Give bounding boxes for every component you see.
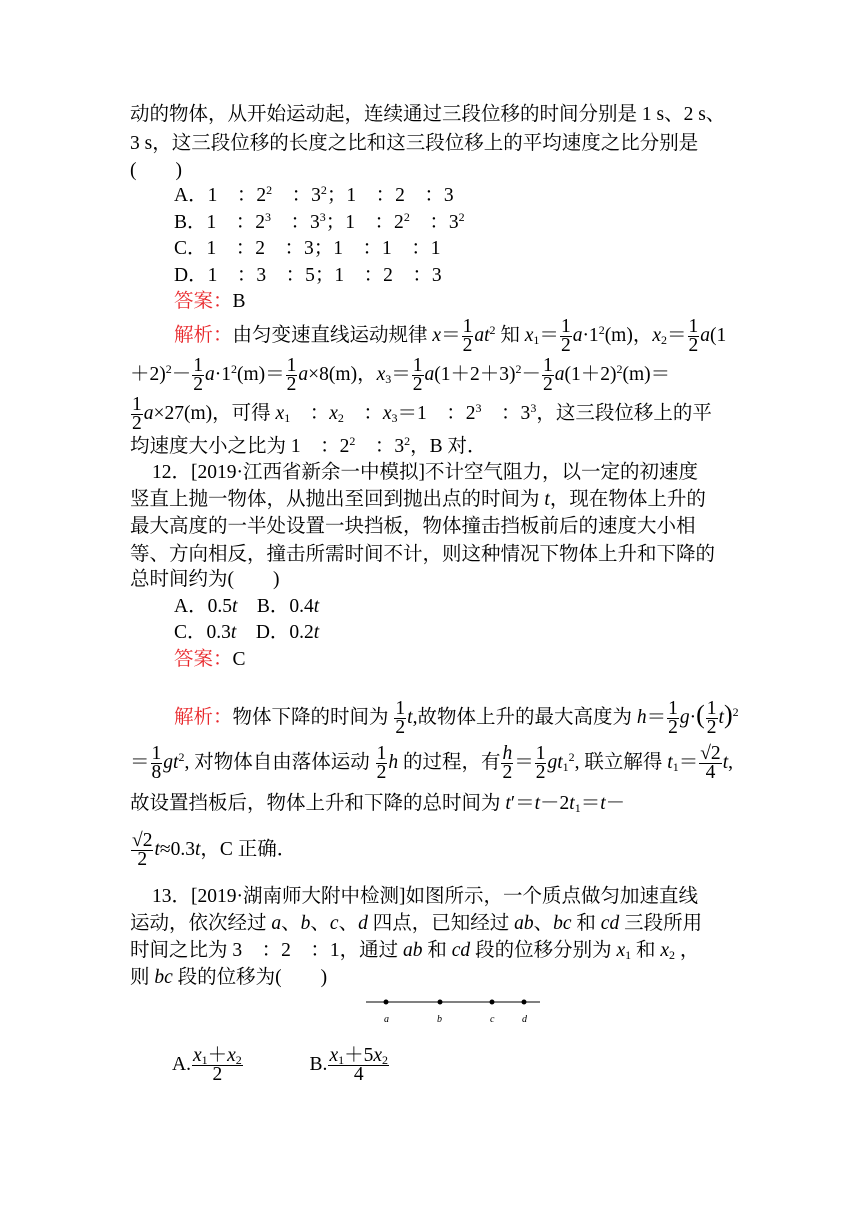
p12-stem-line5: 总时间约为( )	[130, 569, 280, 590]
p13-stem-line2: 运动，依次经过 a、b、c、d 四点，已知经过 ab、bc 和 cd 三段所用	[130, 913, 703, 934]
analysis-label: 解析：	[174, 706, 233, 728]
option-text: 1 ：3 ：5；1 ：2 ：3	[207, 265, 442, 286]
analysis-label: 解析：	[174, 324, 233, 346]
point-c-dot	[490, 1000, 495, 1005]
p12-number: 12．	[152, 462, 192, 483]
p11-option-c	[174, 237, 441, 261]
p12-stem-line4: 等、方向相反，撞击所需时间不计，则这种情况下物体上升和下降的	[130, 544, 716, 565]
p12-options-ab: A．0.5t B．0.4t	[174, 596, 320, 617]
p12-stem-line2: 竖直上抛一物体，从抛出至回到抛出点的时间为 t，现在物体上升的	[130, 489, 706, 510]
p11-stem-line1: 动的物体，从开始运动起，连续通过三段位移的时间分别是 1 s、2 s、	[130, 104, 726, 125]
p13-stem-line4: 则 bc 段的位移为( )	[130, 967, 328, 988]
option-letter: C．	[174, 238, 207, 259]
p11-answer	[174, 290, 246, 314]
option-text: 1 ：$2^2$ ：$3^2$；1 ：2 ：3	[207, 183, 454, 206]
option-letter: A.	[172, 1053, 191, 1075]
p11-stem-line2: 3 s，这三段位移的长度之比和这三段位移上的平均速度之比分别是	[130, 133, 699, 154]
p12-stem-line3: 最大高度的一半处设置一块挡板，物体撞击挡板前后的速度大小相	[130, 516, 696, 537]
point-d-label: d	[522, 1014, 527, 1025]
p13-options	[172, 1047, 390, 1084]
p13-number: 13．	[152, 886, 192, 907]
document-page: 动的物体，从开始运动起，连续通过三段位移的时间分别是 1 s、2 s、 3 s，这三段位移的长度之比和这三段位移上的平均速度之比分别是 ( ) A．1 ：$2^2$ ：$3^2$；1 ：2 ：3 B．1 ：$2^3$ ：$3^3$；1 ：$2^2$ ：$3^2$ C．1 ：2 ：3；1 ：1 ：1 D．1 ：3 ：5；1 ：2 ：3 答案：B 解析：由匀变速直线运动规律 x＝ $\frac{1}{2}$ $at^2$ 知 $x_1=$ $\frac{1}{2}$ $a\cdot 1^2(m)$，$x_2=$ $\frac{1}{2}$ a(1 ＋2)$^2$－ $\frac{1}{2}$ $a\cdot 1^2(m)=$ $\frac{1}{2}$ a×8(m)，$x_3=$ $\frac{1}{2}$ $a(1+2+3)^2-$ $\frac{1}{2}$ $a(1+2)^2(m)=$ $\frac{1}{2}$ a×27(m)，可得 $x_1$ ：$x_2$ ：$x_3=1$ ：$2^3$ ：$3^3$，这三段位移上的平 均速度大小之比为 1 ：$2^2$ ：$3^2$，B 对． 12．[2019·江西省新余一中模拟]不计空气阻力，以一定的初速度 竖直上抛一物体，从抛出至回到抛出点的时间为 t，现在物体上升的 最大高度的一半处设置一块挡板，物体撞击挡板前后的速度大小相 等、方向相反，撞击所需时间不计，则这种情况下物体上升和下降的 总时间约为( ) A．0.5t B．0.4t C．0.3t D．0.2t 答案：C 解析：物体下降的时间为 $\frac{1}{2}$ t,故物体上升的最大高度为 h＝ $\frac{1}{2}$ g·( $\frac{1}{2}$ t)$^2$ ＝ $\frac{1}{8}$ $gt^2$, 对物体自由落体运动 $\frac{1}{2}$ h 的过程，有 $\frac{h}{2}$ ＝ $\frac{1}{2}$ $gt_1^2$, 联立解得 $t_1=$ $\frac{√2}{4}$ t, 故设置挡板后，物体上升和下降的总时间为 $t'=t-2t_1=t-$ $\frac{√2}{2}$ t≈0.3t，C 正确． 13．[2019·湖南师大附中检测]如图所示，一个质点做匀加速直线 运动，依次经过 a、b、c、d 四点，已知经过 ab、bc 和 cd 三段所用 时间之比为 3 ：2 ：1，通过 ab 和 cd 段的位移分别为 $x_1$ 和 $x_2$ ， 则 bc 段的位移为( ) a b c d A. $\frac{x_1+x_2}{2}$ B. $\frac{x_1+5x_2}{4}$	[130, 104, 739, 1085]
option-letter: B．	[256, 596, 290, 617]
p13-source: [2019·湖南师大附中检测]	[191, 886, 406, 907]
option-letter: C．	[174, 622, 207, 643]
option-a-fraction: $\frac{x_1+x_2}{2}$	[192, 1045, 242, 1085]
p13-stem-line3: 时间之比为 3 ：2 ：1，通过 ab 和 cd 段的位移分别为 $x_1$ 和 $x_2$ ，	[130, 940, 700, 962]
option-text: 1 ：$2^3$ ：$3^3$；1 ：$2^2$ ：$3^2$	[206, 210, 465, 233]
answer-value: B	[232, 291, 246, 312]
point-b-dot	[438, 1000, 443, 1005]
p11-option-a	[174, 184, 454, 208]
option-letter: A．	[174, 185, 208, 206]
answer-label: 答案：	[174, 291, 233, 312]
option-b-fraction: $\frac{x_1+5x_2}{4}$	[329, 1045, 389, 1085]
answer-value: C	[232, 649, 246, 670]
point-a-label: a	[384, 1014, 389, 1025]
point-b-label: b	[437, 1014, 442, 1025]
p13-stem-line1: 13．[2019·湖南师大附中检测]如图所示，一个质点做匀加速直线	[152, 886, 699, 907]
answer-label: 答案：	[174, 649, 233, 670]
point-a-dot	[384, 1000, 389, 1005]
p12-source: [2019·江西省新余一中模拟]	[191, 462, 425, 483]
option-text: 1 ：2 ：3；1 ：1 ：1	[206, 238, 441, 259]
option-letter: B．	[174, 212, 207, 233]
p11-stem-line3: ( )	[130, 160, 182, 181]
p12-stem-line1: 12．[2019·江西省新余一中模拟]不计空气阻力，以一定的初速度	[152, 462, 699, 483]
option-letter: D．	[174, 265, 208, 286]
p11-option-d	[174, 264, 442, 288]
p12-options-cd: C．0.3t D．0.2t	[174, 622, 320, 643]
option-letter: A．	[174, 596, 208, 617]
option-letter: B.	[309, 1053, 328, 1075]
point-c-label: c	[490, 1014, 495, 1025]
p12-answer	[174, 648, 246, 672]
points-line-figure	[366, 990, 542, 1026]
option-letter: D．	[255, 622, 290, 643]
p11-option-b	[174, 211, 465, 235]
point-d-dot	[522, 1000, 527, 1005]
